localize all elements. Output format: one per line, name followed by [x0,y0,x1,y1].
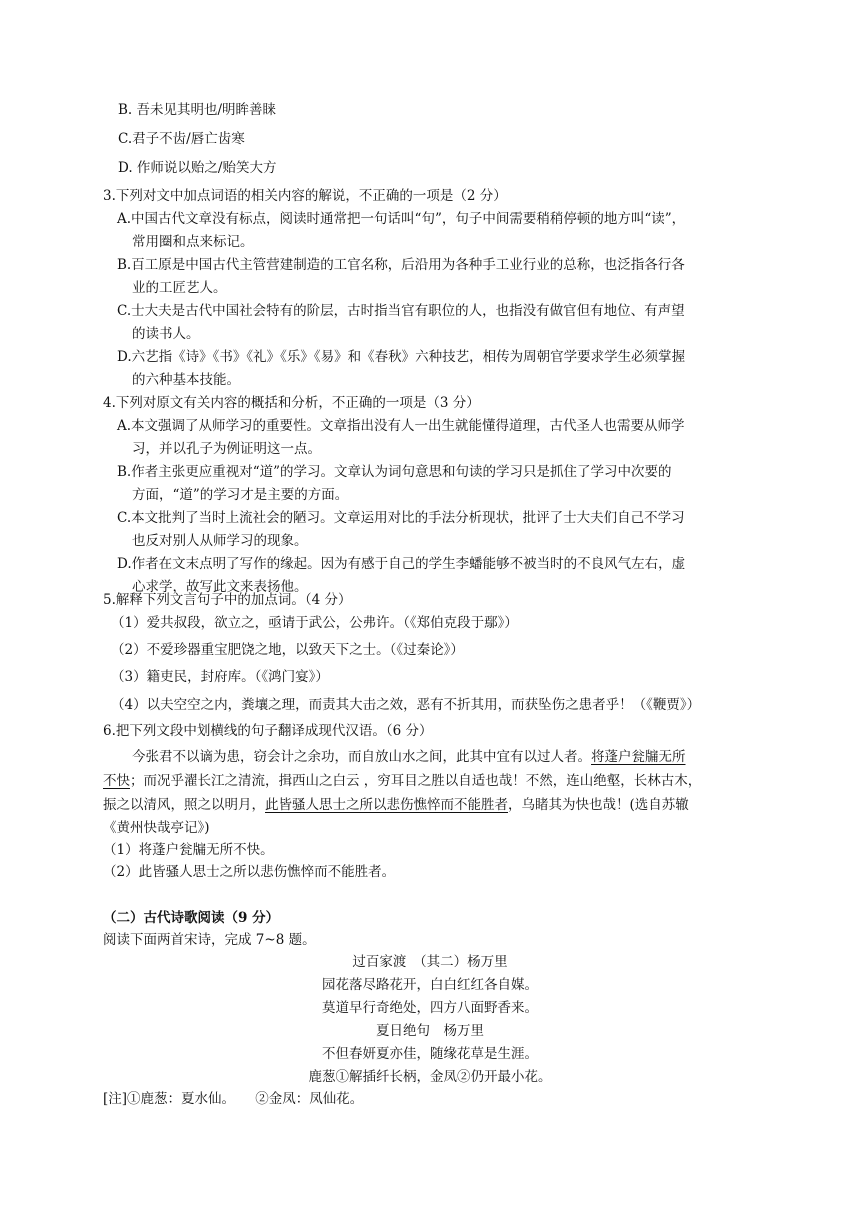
section-intro: 阅读下面两首宋诗，完成 7~8 题。 [103,932,316,948]
q5-stem: 5.解释下列文言句子中的加点词。（4 分） [103,592,352,608]
q3-option-b-line2: 业的工匠艺人。 [132,280,227,296]
option-b: B. 吾未见其明也/明眸善睐 [118,102,277,118]
poem1-line1: 园花落尽路花开，白白红红各自媒。 [322,977,538,993]
poem2-line2: 鹿葱①解插纤长柄，金凤②仍开最小花。 [308,1069,552,1085]
poem-note: [注]①鹿葱：夏水仙。 ②金凤：凤仙花。 [103,1091,364,1107]
q6-translate-2: （2）此皆骚人思士之所以悲伤憔悴而不能胜者。 [103,864,396,880]
q6-underlined-sentence-2: 此皆骚人思士之所以悲伤憔悴而不能胜者 [265,797,508,813]
q4-stem: 4.下列对原文有关内容的概括和分析，不正确的一项是（3 分） [103,395,480,411]
q4-option-c-line2: 也反对别人从师学习的现象。 [132,533,308,549]
q5-sentence-4: （4）以夫空空之内，粪壤之理，而责其大击之效，恶有不折其用，而获坠伤之患者乎！（《鞭贾》） [111,697,701,713]
q3-option-d-line1: D.六艺指《诗》《书》《礼》《乐》《易》和《春秋》六种技艺，相传为周朝官学要求学生必须掌握 [117,349,686,365]
q6-underlined-sentence-1-part1: 将蓬户瓮牖无所 [591,749,686,765]
q4-option-b-line2: 方面，“道”的学习才是主要的方面。 [132,487,349,503]
q3-option-a-line2: 常用圈和点来标记。 [132,234,254,250]
q6-passage-line2 [103,771,701,791]
q3-option-d-line2: 的六种基本技能。 [132,372,240,388]
q4-option-c-line1: C.本文批判了当时上流社会的陋习。文章运用对比的手法分析现状，批评了士大夫们自己不学习 [117,510,685,526]
q6-passage-text: 今张君不以谪为患，窃会计之余功，而自放山水之间，此其中宜有以过人者。 [132,749,591,765]
section-heading: （二）古代诗歌阅读（9 分） [103,910,280,926]
q6-passage-line3 [103,795,689,815]
q4-option-d-line1: D.作者在文末点明了写作的缘起。因为有感于自己的学生李蟠能够不被当时的不良风气左右，虚 [117,556,686,572]
q4-option-b-line1: B.作者主张更应重视对“道”的学习。文章认为词句意思和句读的学习只是抓住了学习中次要的 [117,464,672,480]
q3-option-b-line1: B.百工原是中国古代主管营建制造的工官名称，后沿用为各种手工业行业的总称，也泛指各行各 [117,257,685,273]
q3-option-c-line1: C.士大夫是古代中国社会特有的阶层，古时指当官有职位的人，也指没有做官但有地位、有声望 [117,303,685,319]
poem2-line1: 不但春妍夏亦佳，随缘花草是生涯。 [322,1046,538,1062]
q6-underlined-sentence-1-part2: 不快 [103,773,130,789]
option-c: C.君子不齿/唇亡齿寒 [118,131,245,147]
q4-option-a-line1: A.本文强调了从师学习的重要性。文章指出没有人一出生就能懂得道理，古代圣人也需要从师学 [117,418,685,434]
q3-option-a-line1: A.中国古代文章没有标点，阅读时通常把一句话叫“句”，句子中间需要稍稍停顿的地方叫“读”， [117,211,686,227]
q6-passage-text: ；而况乎濯长江之清流，揖西山之白云 ，穷耳目之胜以自适也哉！不然，连山绝壑，长林古木， [130,773,702,789]
q6-passage-line1 [132,747,686,767]
q3-stem: 3.下列对文中加点词语的相关内容的解说，不正确的一项是（2 分） [103,188,507,204]
q5-sentence-3: （3）籍吏民，封府库。（《鸿门宴》） [111,669,329,685]
poem1-title: 过百家渡 （其二）杨万里 [352,954,508,970]
q5-sentence-2: （2）不爱珍器重宝肥饶之地，以致天下之士。（《过秦论》） [111,642,464,658]
poem2-title: 夏日绝句 杨万里 [376,1023,484,1039]
q6-passage-text: 振之以清风，照之以明月， [103,797,265,813]
q3-option-c-line2: 的读书人。 [132,326,200,342]
q6-passage-text: ，乌睹其为快也哉！(选自苏辙 [508,797,689,813]
q4-option-d-line2: 心求学，故写此文来表扬他。 [132,579,308,595]
q6-translate-1: （1）将蓬户瓮牖无所不快。 [103,842,274,858]
q5-sentence-1: （1）爱共叔段，欲立之，亟请于武公，公弗许。（《郑伯克段于鄢》） [111,615,518,631]
q6-passage-source: 《黄州快哉亭记》) [103,820,210,836]
q6-stem: 6.把下列文段中划横线的句子翻译成现代汉语。（6 分） [103,723,433,739]
poem1-line2: 莫道早行奇绝处，四方八面野香来。 [322,1000,538,1016]
q4-option-a-line2: 习，并以孔子为例证明这一点。 [132,441,321,457]
option-d: D. 作师说以贻之/贻笑大方 [118,160,277,176]
